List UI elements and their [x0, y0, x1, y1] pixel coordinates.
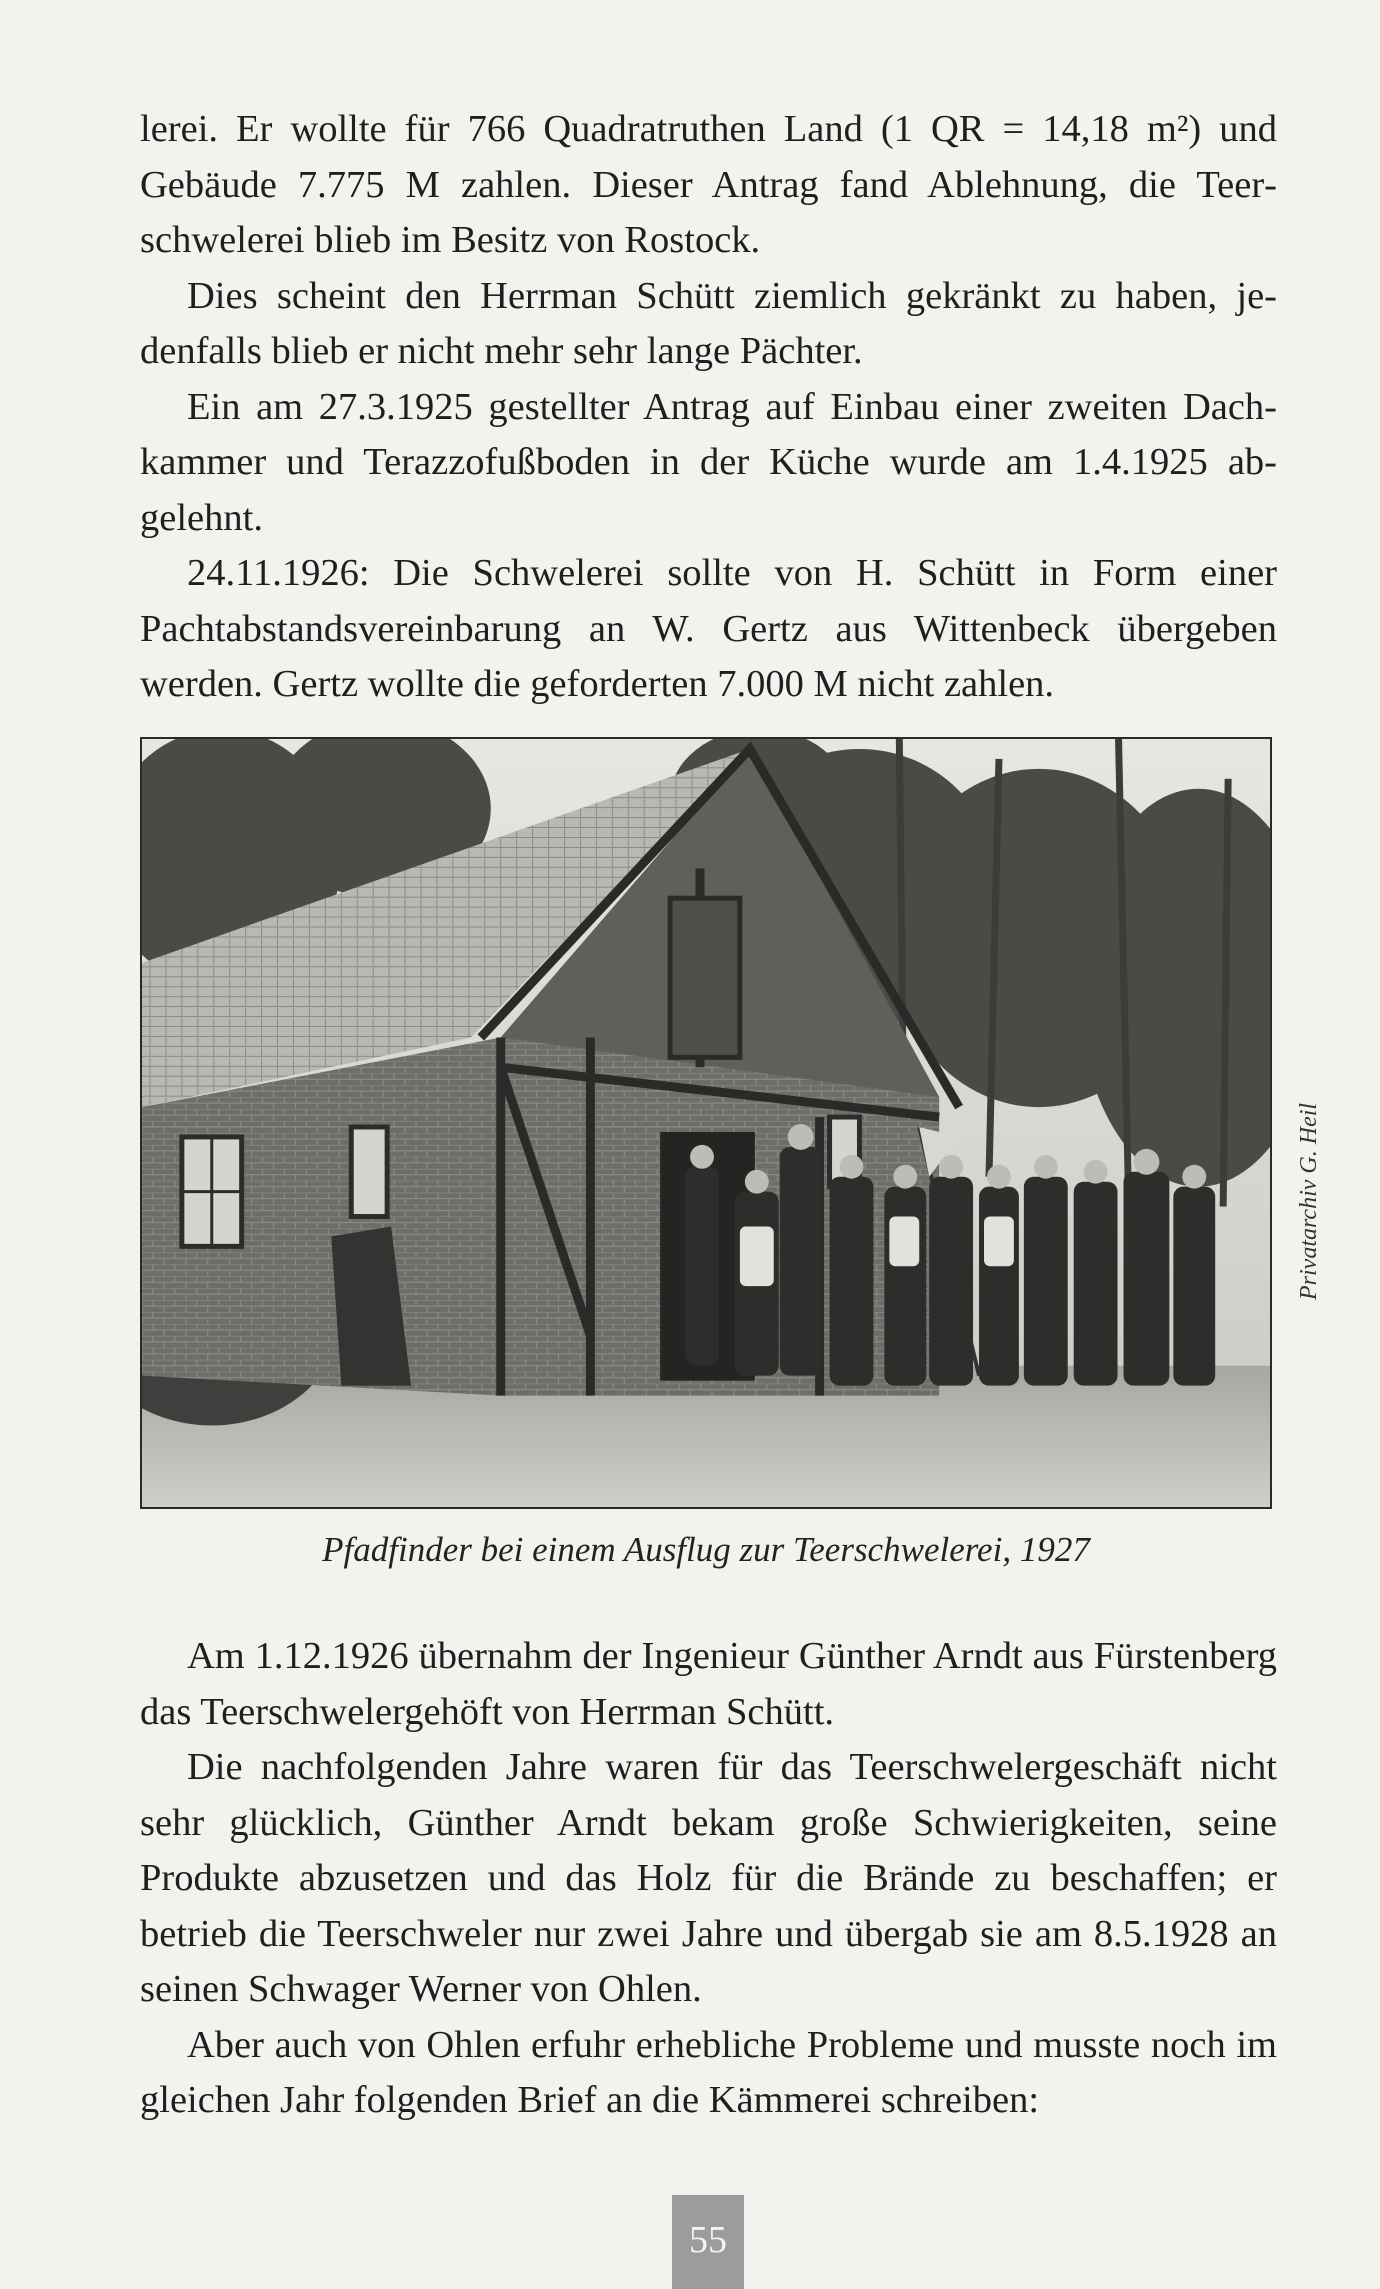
- photo-illustration: [142, 739, 1270, 1507]
- text-block-bottom: [140, 1629, 1277, 2129]
- paragraph: Aber auch von Ohlen erfuhr erhebliche Probleme und musste noch im gleichen Jahr folgenden Brief an die Kämmerei schreiben:: [140, 2023, 1277, 2121]
- paragraph: lerei. Er wollte für 766 Quadratruthen Land (1 QR = 14,18 m²) und Gebäude 7.775 M zahlen. Dieser Antrag fand Ablehnung, die Teerschwelerei blieb im Besitz von Rostock.: [140, 108, 1277, 261]
- paragraph: Die nachfolgenden Jahre waren für das Teerschwelergeschäft nicht sehr glücklich, Günther Arndt bekam große Schwierigkeiten, seine Produkte abzusetzen und das Holz für die Brände zu beschaffen; er betrieb die Teerschweler nur zwei Jahre und übergab sie am 8.5.1928 an seinen Schwager Werner von Ohlen.: [140, 1746, 1277, 2010]
- paragraph: Am 1.12.1926 übernahm der Ingenieur Günther Arndt aus Fürstenberg das Teerschwelergehöft von Herrman Schütt.: [140, 1635, 1277, 1733]
- paragraph: Dies scheint den Herrman Schütt ziemlich gekränkt zu haben, jedenfalls blieb er nicht mehr sehr lange Pächter.: [140, 274, 1277, 372]
- photo-credit: Privatarchiv G. Heil: [1296, 1102, 1322, 1300]
- page-number: 55: [672, 2195, 744, 2289]
- paragraph: Ein am 27.3.1925 gestellter Antrag auf Einbau einer zweiten Dachkammer und Terazzofußboden in der Küche wurde am 1.4.1925 abgelehnt.: [140, 385, 1277, 539]
- text-block-top: [140, 102, 1277, 713]
- photo-caption: Pfadfinder bei einem Ausflug zur Teerschwelerei, 1927: [322, 1530, 1090, 1569]
- historic-photo: [140, 737, 1272, 1509]
- paragraph: 24.11.1926: Die Schwelerei sollte von H. Schütt in Form einer Pachtabstandsvereinbarung an W. Gertz aus Wittenbeck übergeben werden. Gertz wollte die geforderten 7.000 M nicht zahlen.: [140, 552, 1277, 705]
